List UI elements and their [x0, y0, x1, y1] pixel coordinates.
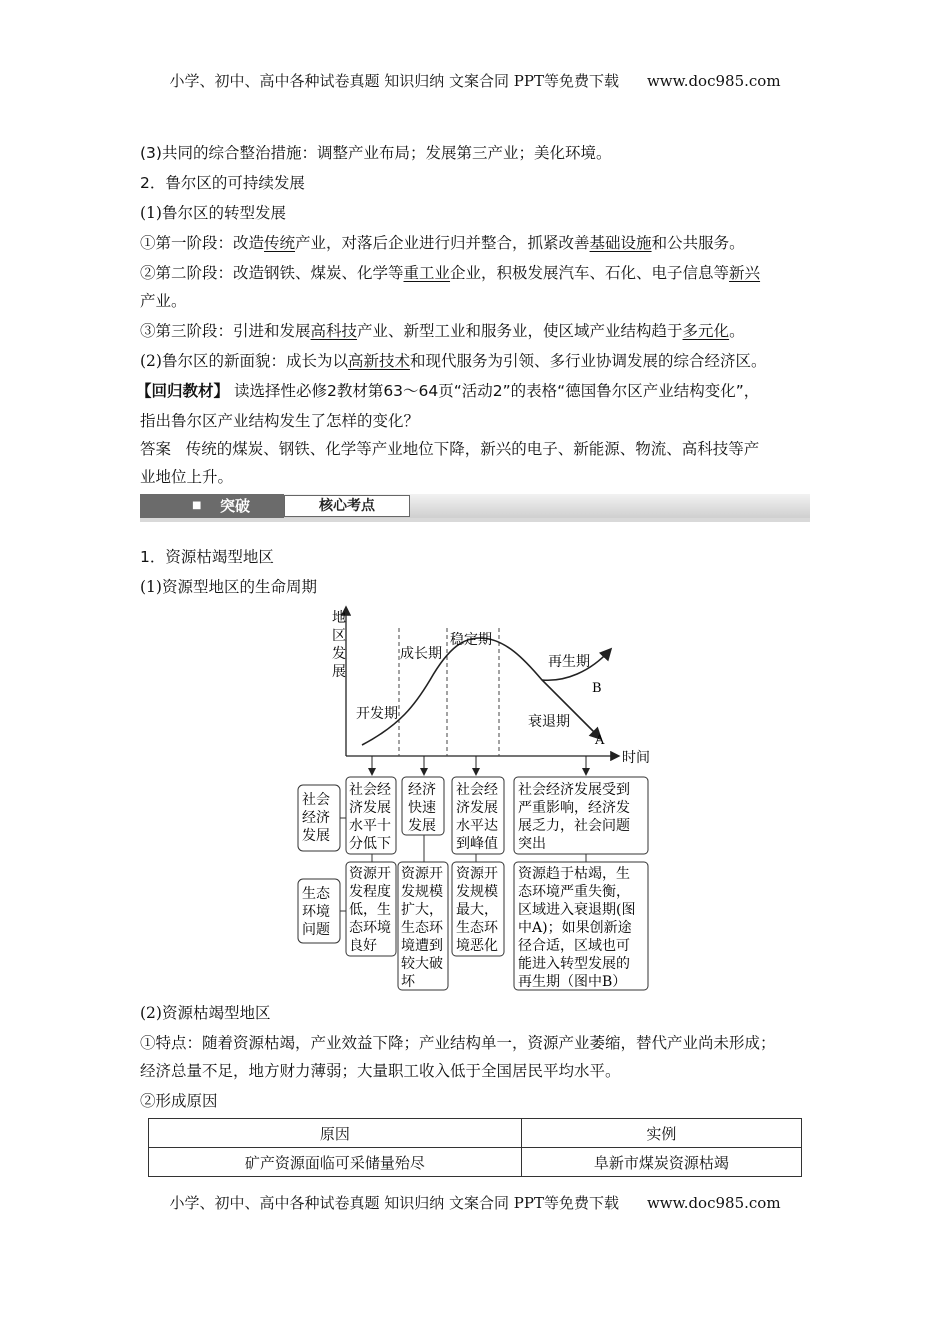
return-question: 【回归教材】 读选择性必修2教材第63～64页“活动2”的表格“德国鲁尔区产业结构变化”， — [136, 382, 760, 400]
eco-1-line-1: 资源开 — [349, 866, 391, 882]
phase-decline: 衰退期 — [528, 714, 570, 730]
table-cell-cause: 矿产资源面临可采储量殆尽 — [149, 1148, 522, 1177]
eco-3-line-3: 最大， — [456, 902, 498, 918]
econ-4-line-2: 严重影响，经济发 — [518, 800, 630, 816]
measures-line: (3)共同的综合整治措施：调整产业布局；发展第三产业；美化环境。 — [140, 144, 612, 162]
eco-4-line-2: 态环境严重失衡， — [518, 884, 630, 900]
phase-develop: 开发期 — [356, 706, 398, 722]
lifecycle-diagram — [290, 600, 670, 1000]
stage-one: ①第一阶段：改造传统产业，对落后企业进行归并整合，抓紧改善基础设施和公共服务。 — [140, 234, 745, 252]
eco-2-line-4: 生态环 — [401, 920, 443, 936]
eco-4-line-1: 资源趋于枯竭，生 — [518, 866, 630, 882]
x-axis-label: 时间 — [622, 750, 650, 766]
econ-4-line-3: 展乏力，社会问题 — [518, 818, 630, 834]
exhausted-subheading: (2)资源枯竭型地区 — [140, 1004, 271, 1022]
eco-3-line-2: 发规模 — [456, 884, 498, 900]
answer-line: 答案 传统的煤炭、钢铁、化学等产业地位下降，新兴的电子、新能源、物流、高科技等产 — [140, 440, 760, 458]
return-question-2: 指出鲁尔区产业结构发生了怎样的变化？ — [140, 412, 420, 430]
ruhr-heading: 2．鲁尔区的可持续发展 — [140, 174, 305, 192]
row2-label-1: 生态 — [302, 886, 330, 902]
y-axis-label-3: 发 — [332, 646, 346, 662]
row1-label-1: 社会 — [302, 792, 330, 808]
table-header-cause: 原因 — [149, 1119, 522, 1148]
stage-two-cont: 产业。 — [140, 292, 187, 310]
row2-label-3: 问题 — [302, 922, 330, 938]
table-cell-example: 阜新市煤炭资源枯竭 — [521, 1148, 801, 1177]
econ-3-line-2: 济发展 — [456, 800, 498, 816]
eco-4-line-6: 能进入转型发展的 — [518, 956, 630, 972]
page-footer — [0, 1192, 950, 1213]
econ-2-line-1: 经济 — [408, 782, 436, 798]
eco-2-line-3: 扩大， — [401, 902, 443, 918]
eco-1-line-2: 发程度 — [349, 884, 391, 900]
eco-4-line-3: 区域进入衰退期(图 — [518, 902, 636, 918]
y-axis-label-1: 地 — [332, 610, 346, 626]
eco-1-line-3: 低，生 — [349, 902, 391, 918]
header-site: www.doc985.com — [646, 72, 781, 90]
answer-line-2: 业地位上升。 — [140, 468, 234, 486]
eco-3-line-4: 生态环 — [456, 920, 498, 936]
eco-2-line-1: 资源开 — [401, 866, 443, 882]
econ-1-line-1: 社会经 — [349, 782, 391, 798]
new-look: (2)鲁尔区的新面貌：成长为以高新技术和现代服务为引领、多行业协调发展的综合经济区。 — [140, 352, 767, 370]
eco-2-line-7: 坏 — [401, 974, 415, 990]
eco-4-line-5: 径合适，区域也可 — [518, 938, 630, 954]
row2-label-2: 环境 — [302, 904, 330, 920]
stage-two: ②第二阶段：改造钢铁、煤炭、化学等重工业企业，积极发展汽车、石化、电子信息等新兴 — [140, 264, 761, 282]
y-axis-label-4: 展 — [332, 664, 346, 680]
section-banner: ■ 突破 核心考点 — [140, 494, 810, 522]
econ-3-line-3: 水平达 — [456, 818, 498, 834]
footer-site: www.doc985.com — [646, 1194, 781, 1212]
banner-right: 核心考点 — [284, 495, 410, 517]
table-header-example: 实例 — [521, 1119, 801, 1148]
eco-3-line-1: 资源开 — [456, 866, 498, 882]
econ-2-line-2: 快速 — [408, 800, 436, 816]
eco-4-line-4: 中A)；如果创新途 — [518, 920, 632, 936]
eco-2-line-6: 较大破 — [401, 956, 443, 972]
table-header-row — [149, 1119, 802, 1148]
phase-regen: 再生期 — [548, 654, 590, 670]
answer-label: 答案 — [140, 440, 172, 458]
econ-1-line-2: 济发展 — [349, 800, 391, 816]
eco-1-line-4: 态环境 — [349, 920, 391, 936]
econ-1-line-3: 水平十 — [349, 818, 391, 834]
econ-3-line-1: 社会经 — [456, 782, 498, 798]
transition-subheading: (1)鲁尔区的转型发展 — [140, 204, 286, 222]
mark-b: B — [592, 681, 602, 696]
mark-a: A — [595, 733, 605, 748]
lifecycle-subheading: (1)资源型地区的生命周期 — [140, 578, 317, 596]
econ-4-line-1: 社会经济发展受到 — [518, 782, 630, 798]
econ-2-line-3: 发展 — [408, 818, 436, 834]
cause-table — [148, 1118, 802, 1177]
exhausted-heading: 1．资源枯竭型地区 — [140, 548, 274, 566]
feature-line-1: ①特点：随着资源枯竭，产业效益下降；产业结构单一，资源产业萎缩，替代产业尚未形成； — [140, 1034, 776, 1052]
banner-left: 突破 — [220, 497, 251, 515]
table-row — [149, 1148, 802, 1177]
cause-heading: ②形成原因 — [140, 1092, 218, 1110]
eco-2-line-5: 境遭到 — [401, 938, 443, 954]
phase-growth: 成长期 — [400, 646, 442, 662]
eco-2-line-2: 发规模 — [401, 884, 443, 900]
eco-4-line-7: 再生期（图中B） — [518, 974, 627, 990]
eco-3-line-5: 境恶化 — [456, 938, 498, 954]
page-header — [0, 70, 950, 91]
footer-text: 小学、初中、高中各种试卷真题 知识归纳 文案合同 PPT等免费下载 — [169, 1194, 619, 1212]
row1-label-2: 经济 — [302, 810, 330, 826]
econ-3-line-4: 到峰值 — [456, 836, 498, 852]
econ-4-line-4: 突出 — [518, 836, 546, 852]
y-axis-label-2: 区 — [332, 628, 346, 644]
stage-three: ③第三阶段：引进和发展高科技产业、新型工业和服务业，使区域产业结构趋于多元化。 — [140, 322, 745, 340]
header-text: 小学、初中、高中各种试卷真题 知识归纳 文案合同 PPT等免费下载 — [169, 72, 619, 90]
feature-line-2: 经济总量不足，地方财力薄弱；大量职工收入低于全国居民平均水平。 — [140, 1062, 621, 1080]
econ-1-line-4: 分低下 — [349, 836, 391, 852]
row1-label-3: 发展 — [302, 828, 330, 844]
return-tag: 【回归教材】 — [136, 382, 230, 400]
eco-1-line-5: 良好 — [349, 938, 377, 954]
phase-stable: 稳定期 — [450, 632, 492, 648]
